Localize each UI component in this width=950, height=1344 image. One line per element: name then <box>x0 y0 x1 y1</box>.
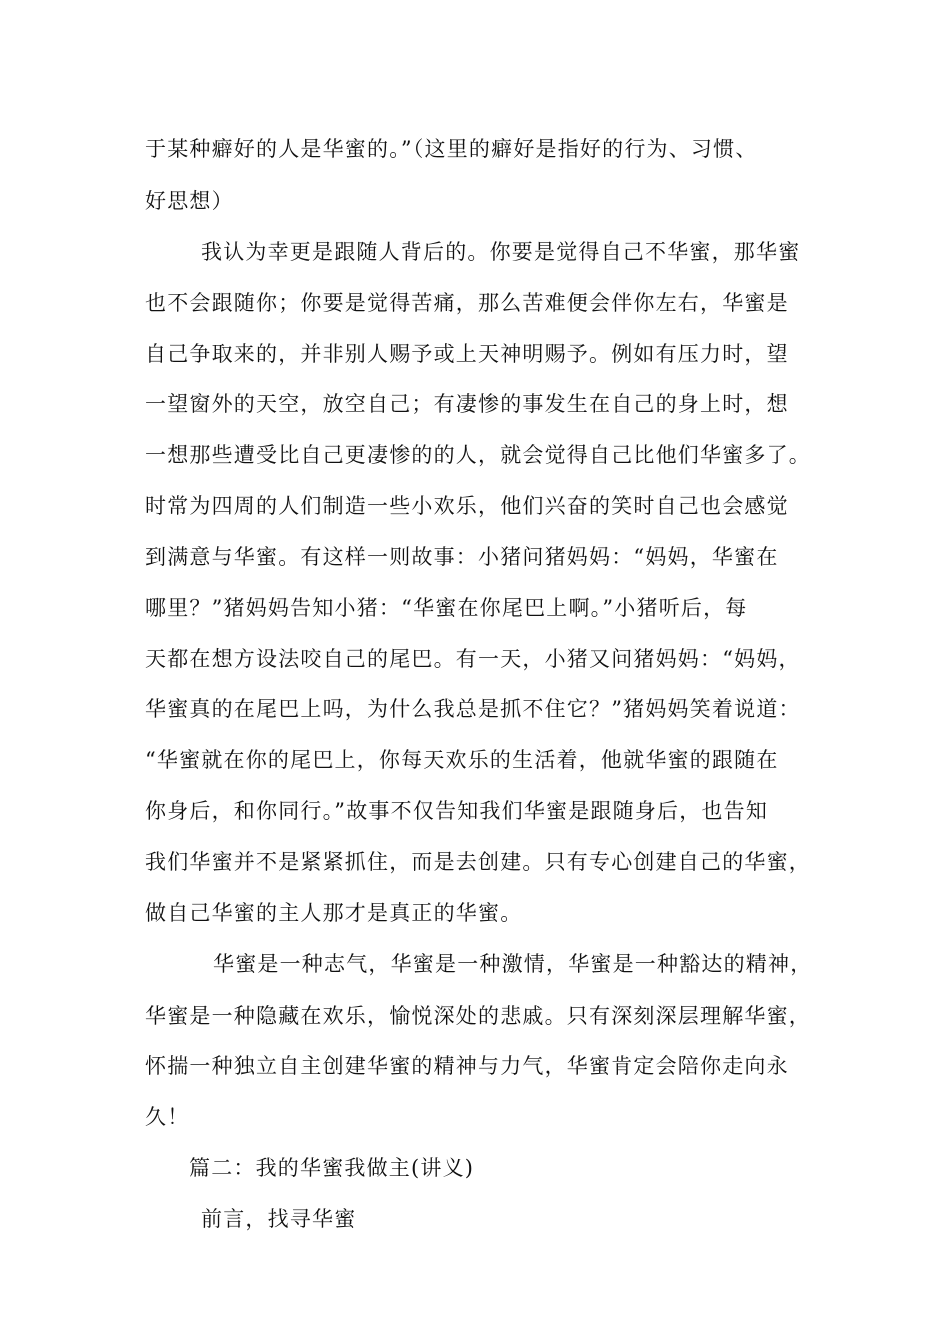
text-line-1: 于某种癖好的人是华蜜的。”（这里的癖好是指好的行为、习惯、 <box>145 137 758 161</box>
text-line-18: 华蜜是一种隐藏在欢乐，愉悦深处的悲戚。只有深刻深层理解华蜜， <box>145 1004 811 1028</box>
text-line-14: 你身后，和你同行。”故事不仅告知我们华蜜是跟随身后，也告知 <box>145 799 769 823</box>
text-line-16: 做自己华蜜的主人那才是真正的华蜜。 <box>145 901 523 925</box>
section-heading: 篇二：我的华蜜我做主(讲义) <box>189 1156 475 1180</box>
text-line-5: 自己争取来的，并非别人赐予或上天神明赐予。例如有压力时，望 <box>145 342 789 366</box>
text-line-7: 一想那些遭受比自己更凄惨的的人，就会觉得自己比他们华蜜多了。 <box>145 443 811 467</box>
text-line-15: 我们华蜜并不是紧紧抓住，而是去创建。只有专心创建自己的华蜜， <box>145 850 811 874</box>
text-line-8: 时常为四周的人们制造一些小欢乐，他们兴奋的笑时自己也会感觉 <box>145 494 789 518</box>
subsection-heading: 前言，找寻华蜜 <box>201 1207 357 1231</box>
text-line-20: 久！ <box>145 1105 190 1129</box>
text-line-9: 到满意与华蜜。有这样一则故事：小猪问猪妈妈：“妈妈，华蜜在 <box>145 545 779 569</box>
text-line-13: “华蜜就在你的尾巴上，你每天欢乐的生活着，他就华蜜的跟随在 <box>145 748 779 772</box>
paragraph-indented-line: 华蜜是一种志气，华蜜是一种激情，华蜜是一种豁达的精神， <box>213 952 813 976</box>
text-line-19: 怀揣一种独立自主创建华蜜的精神与力气，华蜜肯定会陪你走向永 <box>145 1054 789 1078</box>
text-line-2: 好思想） <box>145 189 234 213</box>
paragraph-indented-line: 我认为幸更是跟随人背后的。你要是觉得自己不华蜜，那华蜜 <box>201 240 801 264</box>
text-line-11: 天都在想方设法咬自己的尾巴。有一天，小猪又问猪妈妈：“妈妈， <box>145 647 801 671</box>
text-line-4: 也不会跟随你；你要是觉得苦痛，那么苦难便会伴你左右，华蜜是 <box>145 291 789 315</box>
text-line-12: 华蜜真的在尾巴上吗，为什么我总是抓不住它？”猪妈妈笑着说道： <box>145 697 801 721</box>
text-line-6: 一望窗外的天空，放空自己；有凄惨的事发生在自己的身上时，想 <box>145 392 789 416</box>
text-line-10: 哪里？”猪妈妈告知小猪：“华蜜在你尾巴上啊。”小猪听后，每 <box>145 596 748 620</box>
